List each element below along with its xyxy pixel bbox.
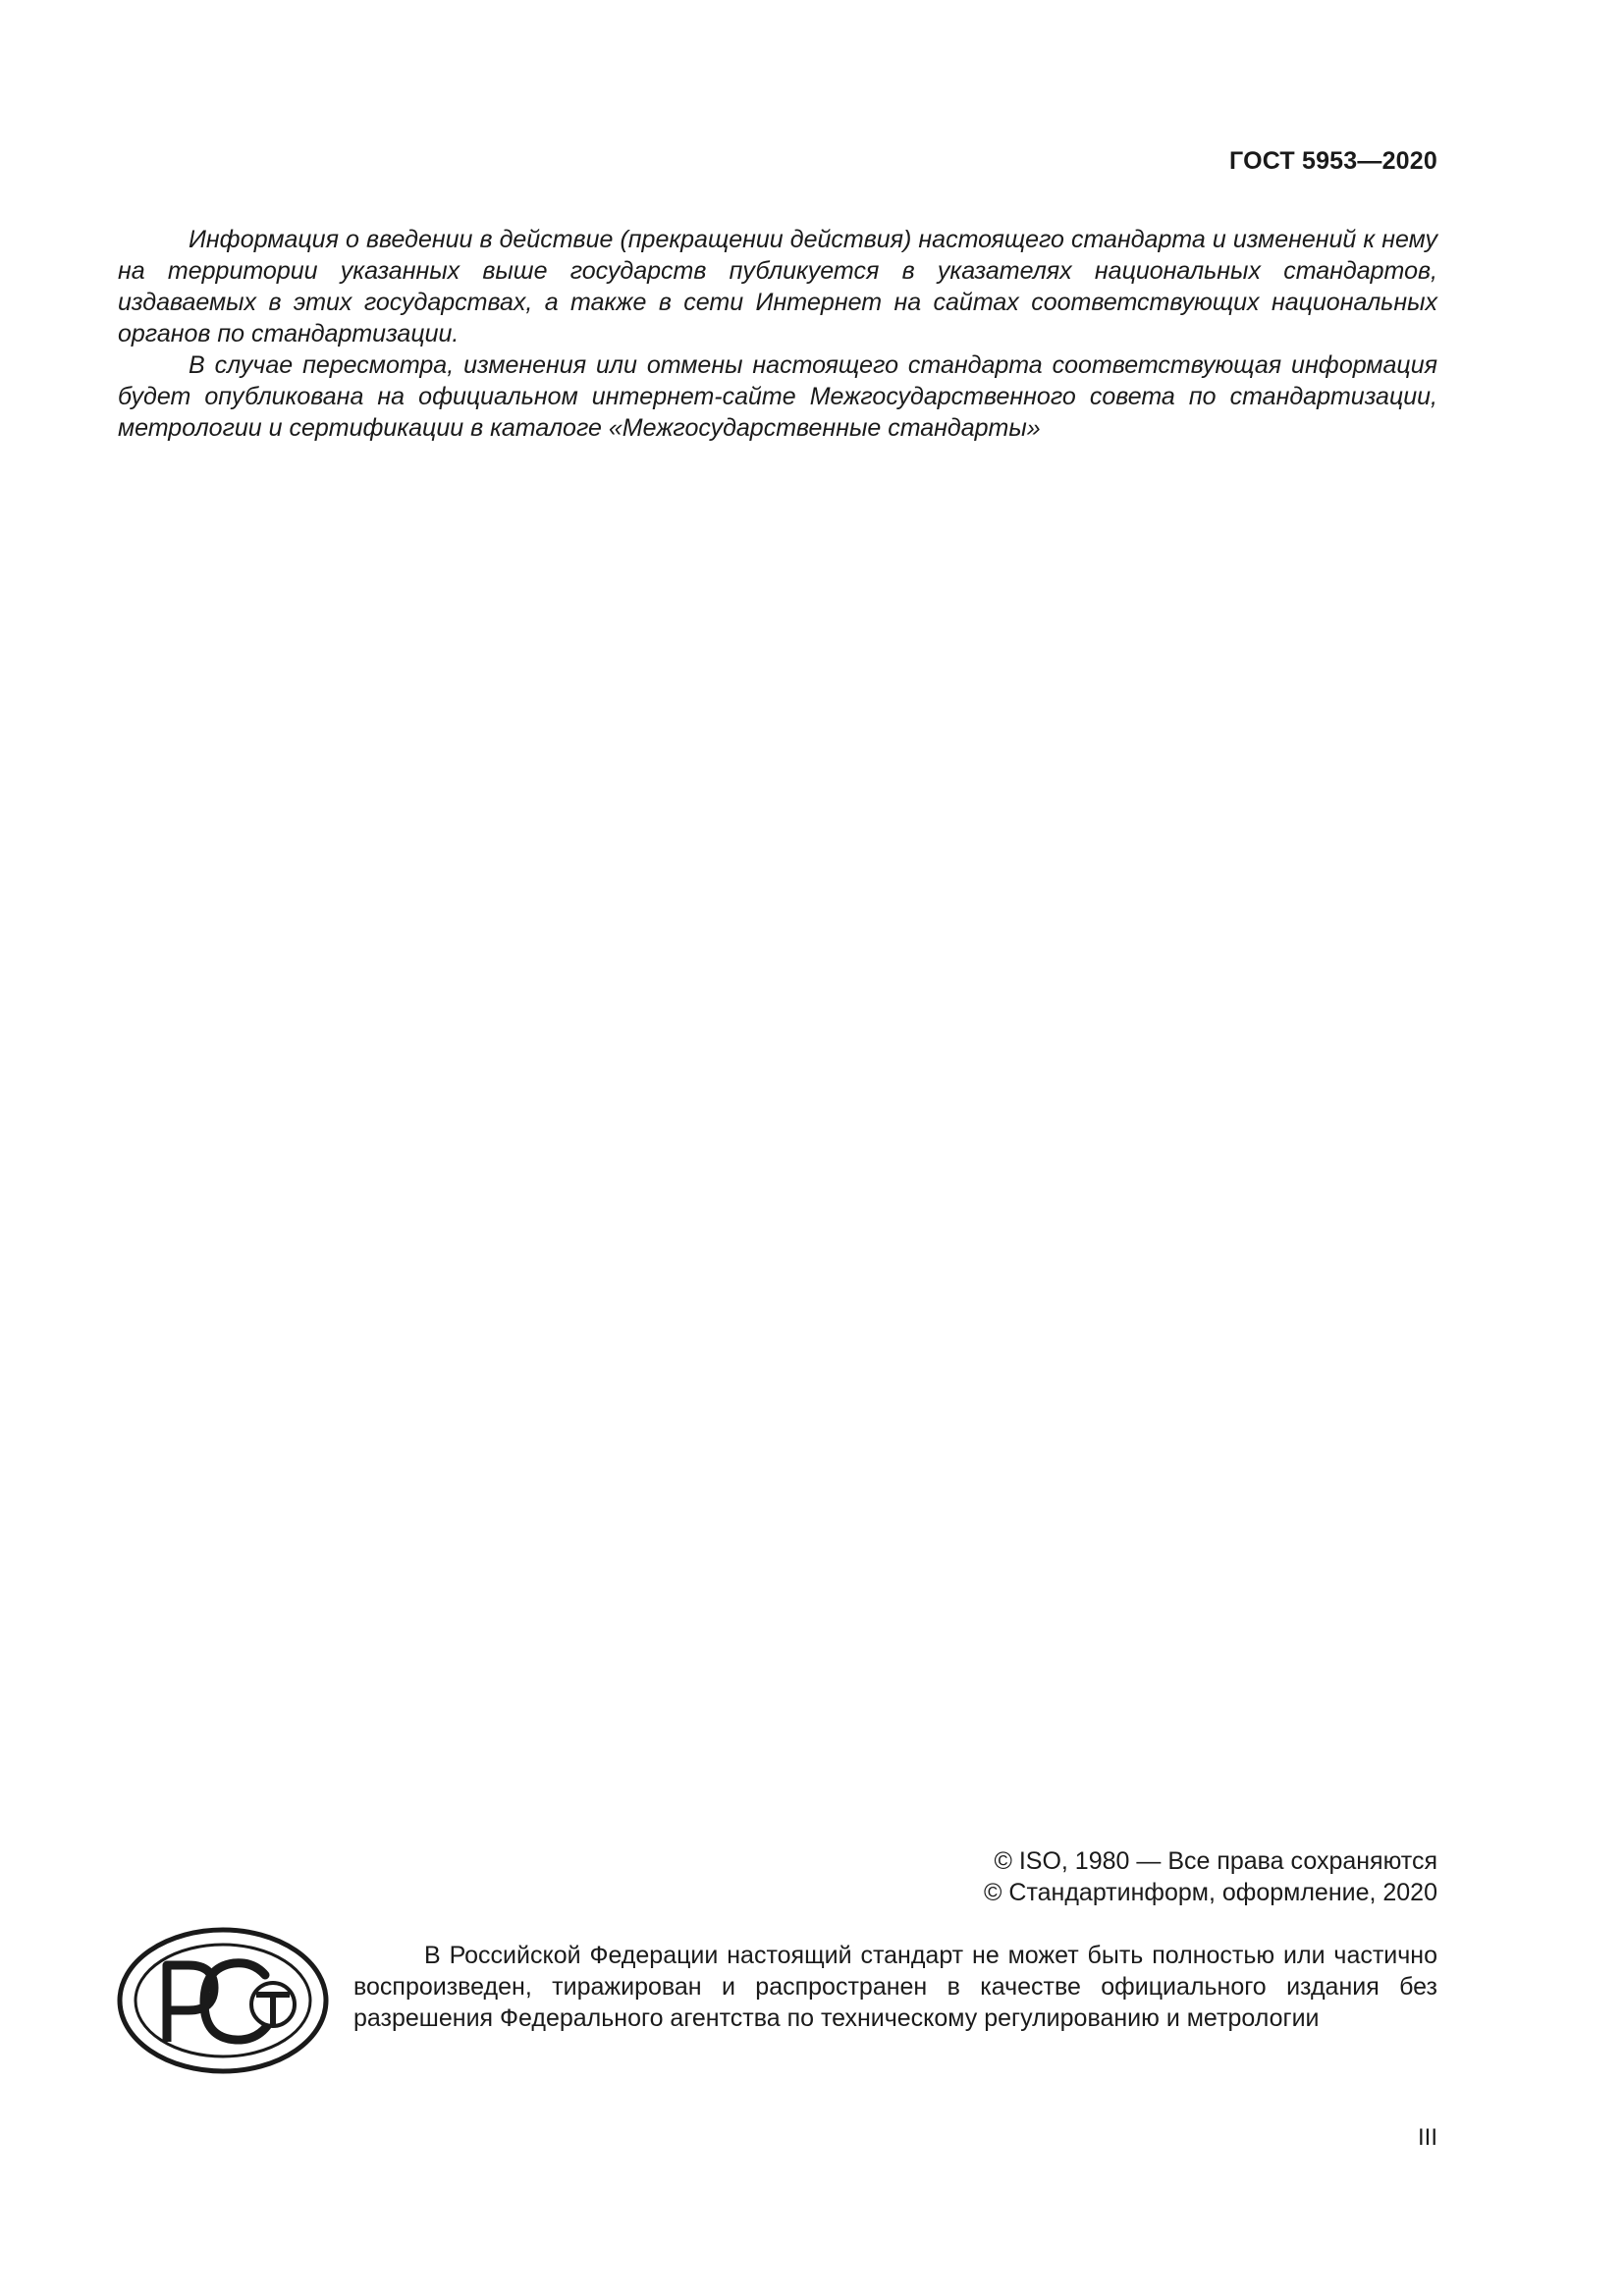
rst-logo-svg xyxy=(116,1926,330,2075)
reproduction-notice-text: В Российской Федерации настоящий стандарт не может быть полностью или частично воспроизведен, тиражирован и распространен в качестве официального издания без разрешения Федерального агентства по техническому регулированию и метрологии xyxy=(353,1942,1437,2032)
document-number: ГОСТ 5953—2020 xyxy=(1229,147,1437,175)
reproduction-notice xyxy=(353,1940,1437,2034)
copyright-standartinform: © Стандартинформ, оформление, 2020 xyxy=(984,1879,1437,1906)
copyright-block xyxy=(984,1845,1437,1908)
info-paragraph-introduction: Информация о введении в действие (прекращении действия) настоящего стандарта и изменений к нему на территории указанных выше государств публикуется в указателях национальных стандартов, издаваемых в этих государствах, а также в сети Интернет на сайтах соответствующих национальных органов по стандартизации. xyxy=(118,226,1437,347)
publication-info xyxy=(118,224,1437,444)
page-number: III xyxy=(1417,2124,1437,2151)
info-paragraph-revision: В случае пересмотра, изменения или отмены настоящего стандарта соответствующая информация будет опубликована на официальном интернет-сайте Межгосударственного совета по стандартизации, метрологии и сертификации в каталоге «Межгосударственные стандарты» xyxy=(118,351,1437,442)
copyright-iso: © ISO, 1980 — Все права сохраняются xyxy=(994,1847,1437,1875)
rst-certification-mark-icon xyxy=(116,1926,330,2075)
